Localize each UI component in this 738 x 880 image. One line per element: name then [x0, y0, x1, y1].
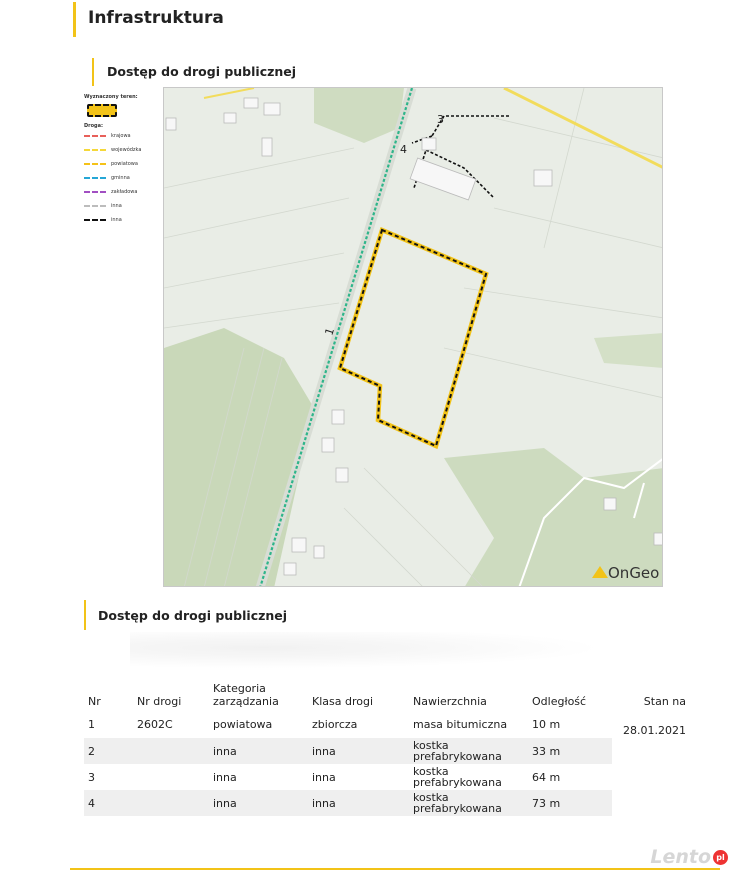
legend-site-swatch [87, 104, 117, 117]
map-section-title: Dostęp do drogi publicznej [107, 64, 297, 79]
header-nr-drogi: Nr drogi [137, 695, 182, 708]
legend-road-list [84, 129, 160, 227]
cell-kategoria: inna [213, 770, 237, 784]
cell-nawierzchnia-line1: masa bitumiczna [413, 717, 508, 731]
cell-nawierzchnia-line1: kostka [413, 739, 449, 752]
map-brand: OnGeo [608, 564, 660, 582]
cell-odleglosc: 64 m [532, 770, 561, 784]
legend-label: krajowa [111, 133, 131, 139]
map-view[interactable] [163, 87, 663, 587]
page-title: Infrastruktura [88, 8, 224, 28]
forest-area [594, 333, 663, 368]
legend-label: powiatowa [111, 161, 138, 167]
legend-item [84, 185, 160, 199]
watermark [650, 846, 728, 868]
map-canvas [164, 88, 663, 587]
cell-nr: 4 [84, 790, 133, 816]
legend-label: inna [111, 217, 122, 223]
cell-nr-drogi [133, 790, 209, 816]
watermark-badge: pl [713, 850, 728, 865]
cell-kategoria: inna [209, 790, 308, 816]
title-accent-bar [73, 2, 76, 37]
legend-item [84, 157, 160, 171]
legend-swatch [84, 219, 106, 221]
cell-nawierzchnia [409, 738, 528, 764]
cell-nr-drogi [133, 764, 209, 790]
cell-nawierzchnia [409, 710, 528, 738]
legend-swatch [84, 163, 106, 165]
table-header-row [84, 682, 686, 710]
cell-nawierzchnia-line1: kostka [413, 791, 449, 804]
cell-nawierzchnia-line2: prefabrykowana [413, 750, 502, 763]
road-1-label: 1 [322, 326, 338, 337]
cell-klasa: zbiorcza [312, 717, 358, 731]
cell-nr: 3 [88, 770, 95, 784]
cell-nawierzchnia-line2: prefabrykowana [413, 802, 502, 815]
road-4-label: 4 [400, 143, 407, 156]
table-row [84, 790, 686, 816]
cell-odleglosc: 73 m [528, 790, 612, 816]
legend-swatch [84, 205, 106, 207]
table-section-accent-bar [84, 600, 86, 630]
cell-nr: 2 [84, 738, 133, 764]
table-section-title: Dostęp do drogi publicznej [98, 608, 288, 623]
cell-nr: 1 [88, 717, 95, 731]
footer-divider [70, 868, 720, 870]
header-stan-na: Stan na [643, 695, 686, 708]
map-legend [84, 94, 160, 227]
legend-swatch [84, 135, 106, 137]
cell-odleglosc: 10 m [532, 717, 561, 731]
cell-stan-na: 28.01.2021 [623, 724, 686, 737]
cell-nawierzchnia [409, 790, 528, 816]
legend-label: wojewódzka [111, 147, 142, 153]
table-row [84, 764, 686, 790]
legend-road-title: Droga: [84, 123, 104, 129]
legend-label: zakładowa [111, 189, 138, 195]
blurred-area [130, 632, 660, 672]
map-section-accent-bar [92, 58, 94, 86]
legend-swatch [84, 177, 106, 179]
cell-kategoria: inna [209, 738, 308, 764]
legend-swatch [84, 149, 106, 151]
legend-item [84, 143, 160, 157]
road-3-label: 3 [437, 113, 444, 126]
cell-nr-drogi: 2602C [137, 717, 173, 731]
legend-site-title: Wyznaczony teren: [84, 94, 138, 100]
legend-swatch [84, 191, 106, 193]
header-kategoria-line1: Kategoria [213, 682, 266, 695]
legend-item [84, 171, 160, 185]
header-kategoria-line2: zarządzania [213, 695, 279, 708]
roads-table [84, 682, 686, 816]
legend-item [84, 199, 160, 213]
legend-item [84, 213, 160, 227]
legend-label: inna [111, 203, 122, 209]
header-nawierzchnia: Nawierzchnia [413, 695, 487, 708]
table-row [84, 710, 686, 738]
header-kategoria [209, 682, 308, 710]
header-klasa: Klasa drogi [312, 695, 374, 708]
table-row [84, 738, 686, 764]
header-odleglosc: Odległość [532, 695, 587, 708]
cell-nr-drogi [133, 738, 209, 764]
legend-label: gminna [111, 175, 130, 181]
cell-nawierzchnia [409, 764, 528, 790]
header-nr: Nr [88, 695, 101, 708]
cell-odleglosc: 33 m [528, 738, 612, 764]
cell-empty [612, 764, 686, 790]
cell-klasa: inna [308, 738, 409, 764]
cell-nawierzchnia-line2: prefabrykowana [413, 776, 502, 789]
cell-empty [612, 738, 686, 764]
cell-klasa: inna [308, 790, 409, 816]
cell-empty [612, 790, 686, 816]
watermark-text: Lento [650, 846, 711, 868]
cell-nawierzchnia-line1: kostka [413, 765, 449, 778]
legend-item [84, 129, 160, 143]
cell-klasa: inna [312, 770, 336, 784]
cell-kategoria: powiatowa [213, 717, 273, 731]
